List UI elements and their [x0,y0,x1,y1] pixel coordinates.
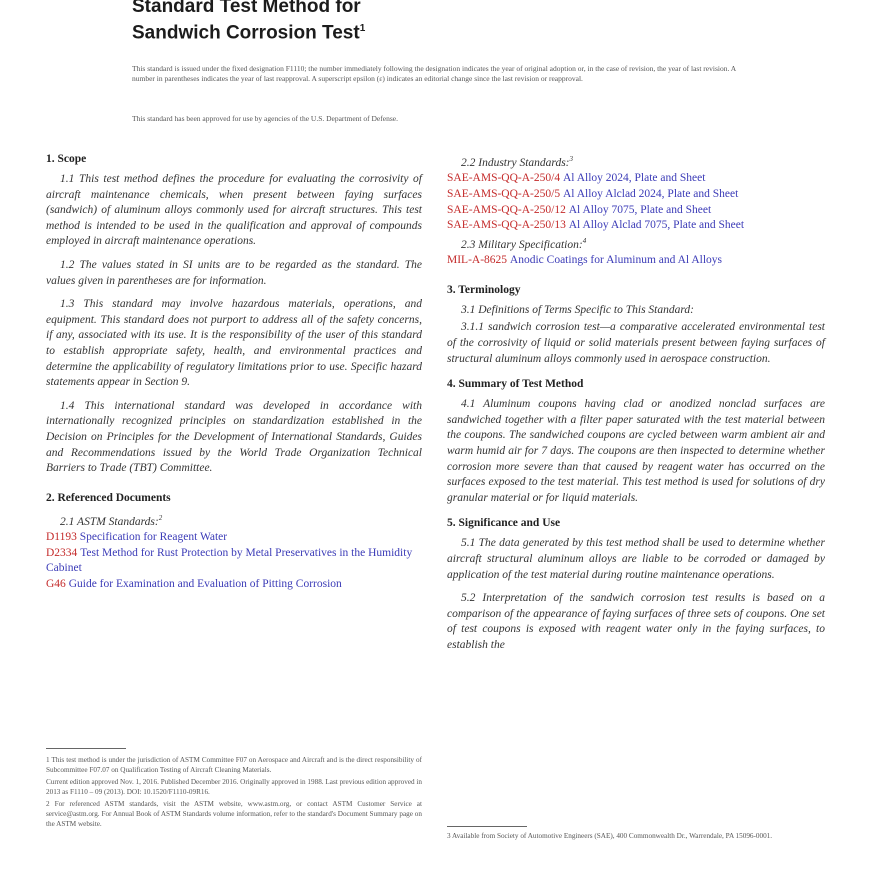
footnote-2: 2 For referenced ASTM standards, visit the ASTM website, www.astm.org, or contact ASTM Customer Service at service@astm.org. For Annual Book of ASTM Standards volume information, refer to the standard's Document Summary page on the ASTM website. [46,800,422,828]
ref-d2334[interactable]: D2334 Test Method for Rust Protection by Metal Preservatives in the Humidity Cabinet [46,546,413,575]
scope-1-2: 1.2 The values stated in SI units are to be regarded as the standard. The values given in parentheses are for information. [46,258,422,287]
section-scope [46,152,422,477]
section-referenced-documents [46,491,422,593]
scope-1-1: 1.1 This test method defines the procedure for evaluating the corrosivity of aircraft maintenance chemicals, when present between faying surfaces (sandwich) of aluminum alloys commonly used for aircraft structures. This test method is intended to be used in the qualification and approval of compounds employed in aircraft maintenance operations. [46,173,422,248]
scope-heading: 1. Scope [46,153,87,165]
ref-g46[interactable]: G46 Guide for Examination and Evaluation of Pitting Corrosion [46,577,342,590]
summary-heading: 4. Summary of Test Method [447,378,584,391]
section-summary [447,377,825,506]
footnote-3: 3 Available from Society of Automotive Engineers (SAE), 400 Commonwealth Dr., Warrendale, PA 15096-0001. [447,832,773,840]
ref-sae-250-5[interactable]: SAE-AMS-QQ-A-250/5 Al Alloy Alclad 2024, Plate and Sheet [447,188,739,201]
summary-4-1: 4.1 Aluminum coupons having clad or anodized nonclad surfaces are sandwiched together with a filter paper saturated with the test material between the coupons. The sandwiched coupons are cycled between warm ambient air and warm humid air for 7 days. The coupons are then inspected to determine whether corrosion more severe than that caused by reagent water has occurred on the surfaces exposed to the test material. This test method is used for solutions of dry granular material or for liquid materials. [447,398,825,504]
document-title [132,0,365,44]
scope-1-3: 1.3 This standard may involve hazardous materials, operations, and equipment. This standard does not purport to address all of the safety concerns, if any, associated with its use. It is the responsibility of the user of this standard to establish appropriate safety, health, and environmental practices and determine the applicability of regulatory limitations prior to use. Specific hazard statements appear in Section 9. [46,298,422,389]
terminology-heading: 3. Terminology [447,283,521,296]
industry-standards-subheading: 2.2 Industry Standards:$^3$ [461,155,574,169]
ref-sae-250-4[interactable]: SAE-AMS-QQ-A-250/4 Al Alloy 2024, Plate and Sheet [447,172,706,185]
footnotes-left [46,756,422,832]
designation-note: This standard is issued under the fixed designation F1110; the number immediately following the designation indicates the year of original adoption or, in the case of revision, the year of last revision. A number in parentheses indicates the year of last reapproval. A superscript epsilon (ε) indicates an editorial change since the last revision or reapproval. [132,64,736,83]
right-column [447,152,825,664]
left-column [46,152,422,602]
refdocs-heading: 2. Referenced Documents [46,491,171,504]
title-line-1: Standard Test Method for [132,0,361,17]
ref-sae-250-13[interactable]: SAE-AMS-QQ-A-250/13 Al Alloy Alclad 7075, Plate and Sheet [447,219,745,232]
significance-heading: 5. Significance and Use [447,517,561,530]
ref-sae-250-12[interactable]: SAE-AMS-QQ-A-250/12 Al Alloy 7075, Plate and Sheet [447,203,712,216]
dod-approval-note: This standard has been approved for use by agencies of the U.S. Department of Defense. [132,114,398,123]
terminology-3-1-1: 3.1.1 sandwich corrosion test—a comparative accelerated environmental test of the corrosivity of liquid or solid materials present between faying surfaces of structural aluminum alloys commonly used in aerospace construction. [447,321,825,365]
section-significance [447,516,825,653]
title-line-2: Sandwich Corrosion Test$^1$ [132,22,366,44]
footnote-rule-left [46,748,126,749]
section-terminology [447,283,825,367]
ref-d1193[interactable]: D1193 Specification for Reagent Water [46,531,228,544]
significance-5-2: 5.2 Interpretation of the sandwich corrosion test results is based on a comparison of the appearance of faying surfaces of three sets of coupons. One set of test coupons is exposed with reagent water only in the faying surfaces, to establish the [447,592,825,651]
footnote-1: 1 This test method is under the jurisdiction of ASTM Committee F07 on Aerospace and Aircraft and is the direct responsibility of Subcommittee F07.07 on Qualification Testing of Aircraft Cleaning Materials. [46,756,422,774]
astm-standards-subheading: 2.1 ASTM Standards:$^2$ [60,513,163,528]
footnotes-right [447,832,825,845]
footnote-rule-right [447,826,527,827]
refdocs-continued [447,152,825,269]
military-spec-subheading: 2.3 Military Specification:$^4$ [461,236,587,251]
terminology-3-1: 3.1 Definitions of Terms Specific to This Standard: [461,303,694,316]
scope-1-4: 1.4 This international standard was developed in accordance with internationally recognized principles on standardization established in the Decision on Principles for the Development of International Standards, Guides and Recommendations issued by the World Trade Organization Technical Barriers to Trade (TBT) Committee. [46,399,422,475]
title-footnote-marker: 1 [359,23,366,34]
ref-mil-a-8625[interactable]: MIL-A-8625 Anodic Coatings for Aluminum and Al Alloys [447,254,723,267]
significance-5-1: 5.1 The data generated by this test method shall be used to determine whether aircraft structural aluminum alloys are liable to be corroded or damaged by application of the test material during routine maintenance operations. [447,537,825,581]
footnote-edition: Current edition approved Nov. 1, 2016. Published December 2016. Originally approved in 1988. Last previous edition approved in 2013 as F1110 – 09 (2013). DOI: 10.1520/F1110-09R16. [46,778,423,796]
